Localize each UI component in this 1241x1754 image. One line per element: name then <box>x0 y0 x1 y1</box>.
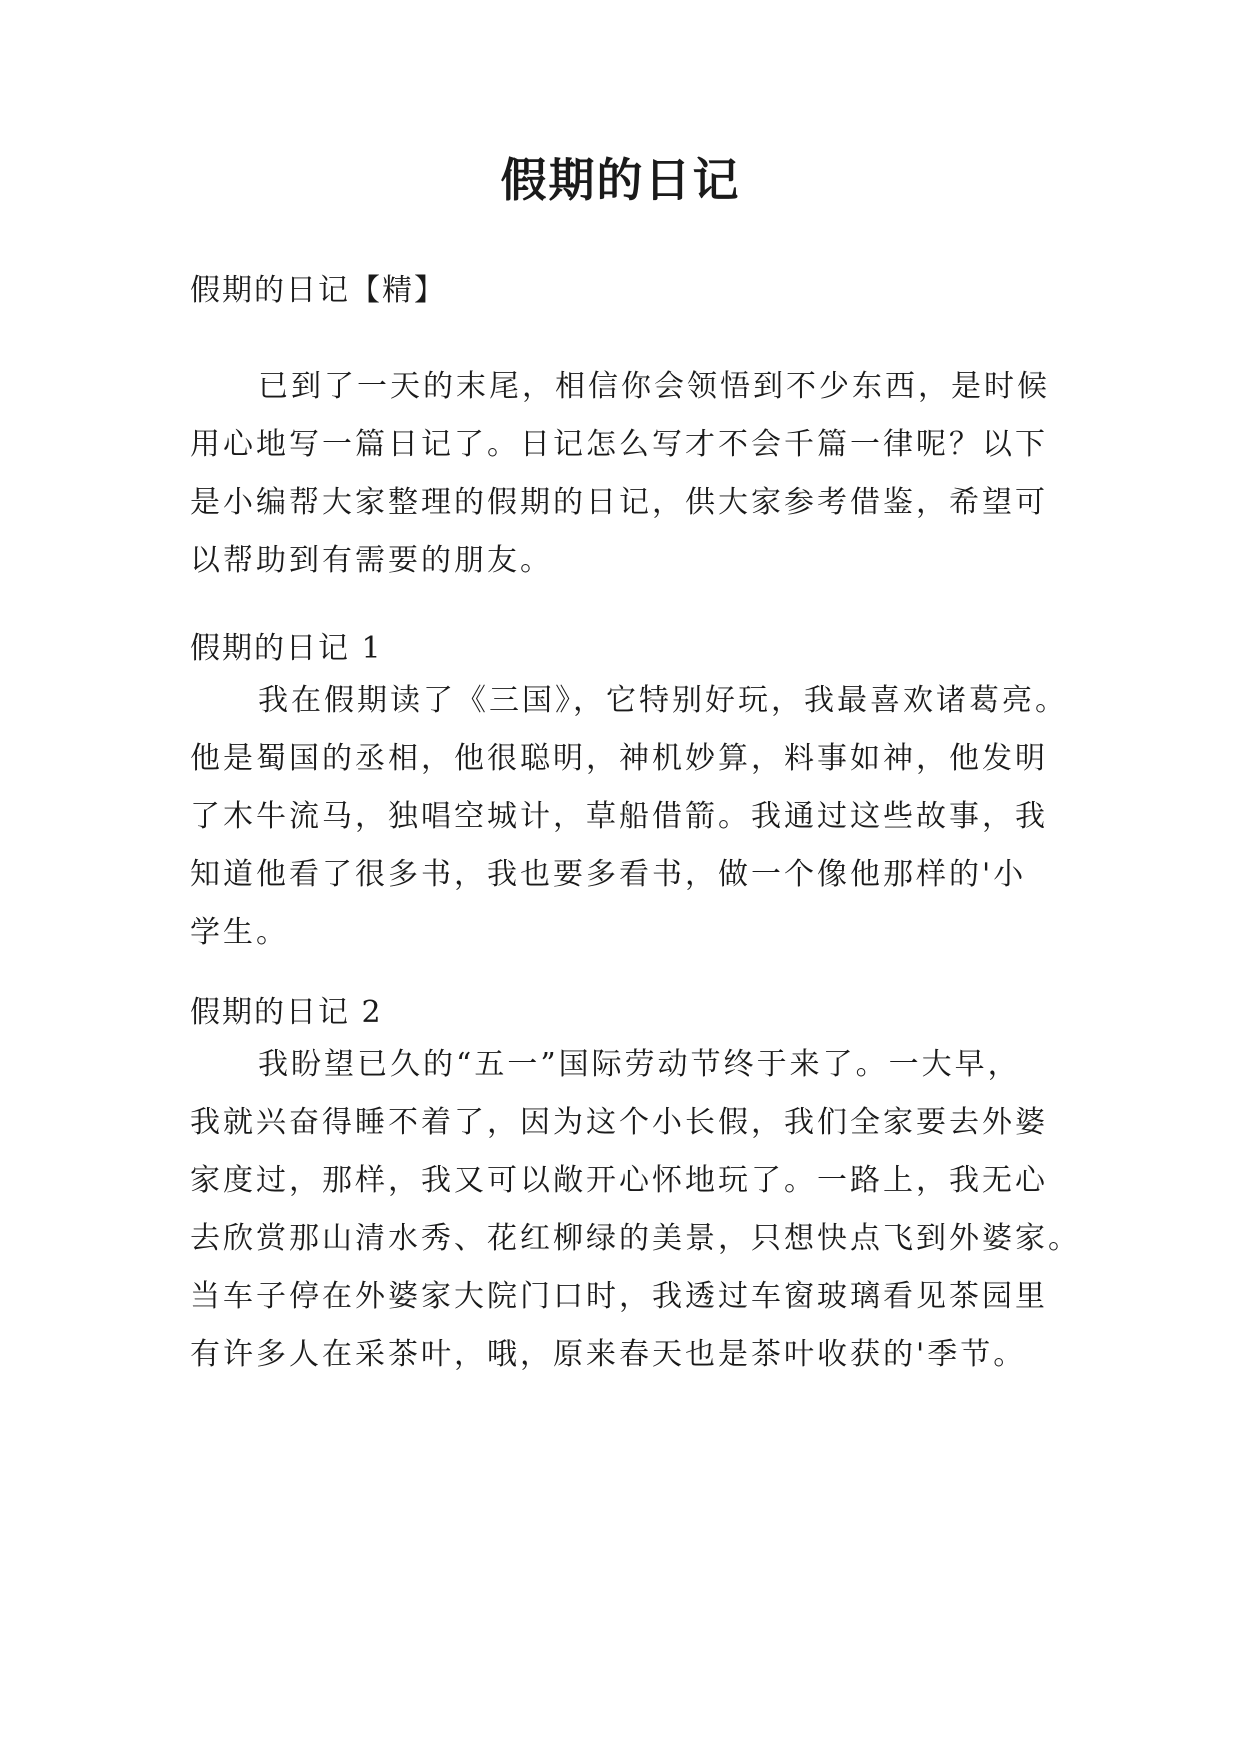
intro-paragraph <box>190 358 1050 590</box>
intro-line: 用心地写一篇日记了。日记怎么写才不会千篇一律呢？以下 <box>190 427 1048 462</box>
paragraph-line: 当车子停在外婆家大院门口时，我透过车窗玻璃看见茶园里 <box>190 1279 1048 1314</box>
paragraph-line: 我就兴奋得睡不着了，因为这个小长假，我们全家要去外婆 <box>190 1105 1048 1140</box>
intro-line: 是小编帮大家整理的假期的日记，供大家参考借鉴，希望可 <box>190 485 1048 520</box>
paragraph-line: 了木牛流马，独唱空城计，草船借箭。我通过这些故事，我 <box>190 799 1048 834</box>
section-2-paragraph <box>190 1036 1081 1384</box>
paragraph-line: 有许多人在采茶叶，哦，原来春天也是茶叶收获的'季节。 <box>190 1337 1027 1372</box>
document-title: 假期的日记 <box>500 153 741 207</box>
paragraph-line: 我盼望已久的“五一”国际劳动节终于来了。一大早， <box>258 1047 1021 1082</box>
paragraph-line: 去欣赏那山清水秀、花红柳绿的美景，只想快点飞到外婆家。 <box>190 1221 1081 1256</box>
section-heading-2: 假期的日记 2 <box>190 995 383 1030</box>
section-1-paragraph <box>190 672 1068 962</box>
intro-line: 以帮助到有需要的朋友。 <box>190 543 553 578</box>
document-subtitle: 假期的日记【精】 <box>190 273 446 308</box>
paragraph-line: 我在假期读了《三国》，它特别好玩，我最喜欢诸葛亮。 <box>258 683 1068 718</box>
intro-line: 已到了一天的末尾，相信你会领悟到不少东西，是时候 <box>258 369 1050 404</box>
section-heading-1: 假期的日记 1 <box>190 631 383 666</box>
paragraph-line: 家度过，那样，我又可以敞开心怀地玩了。一路上，我无心 <box>190 1163 1048 1198</box>
paragraph-line: 知道他看了很多书，我也要多看书，做一个像他那样的'小 <box>190 857 1027 892</box>
paragraph-line: 学生。 <box>190 915 289 950</box>
paragraph-line: 他是蜀国的丞相，他很聪明，神机妙算，料事如神，他发明 <box>190 741 1048 776</box>
